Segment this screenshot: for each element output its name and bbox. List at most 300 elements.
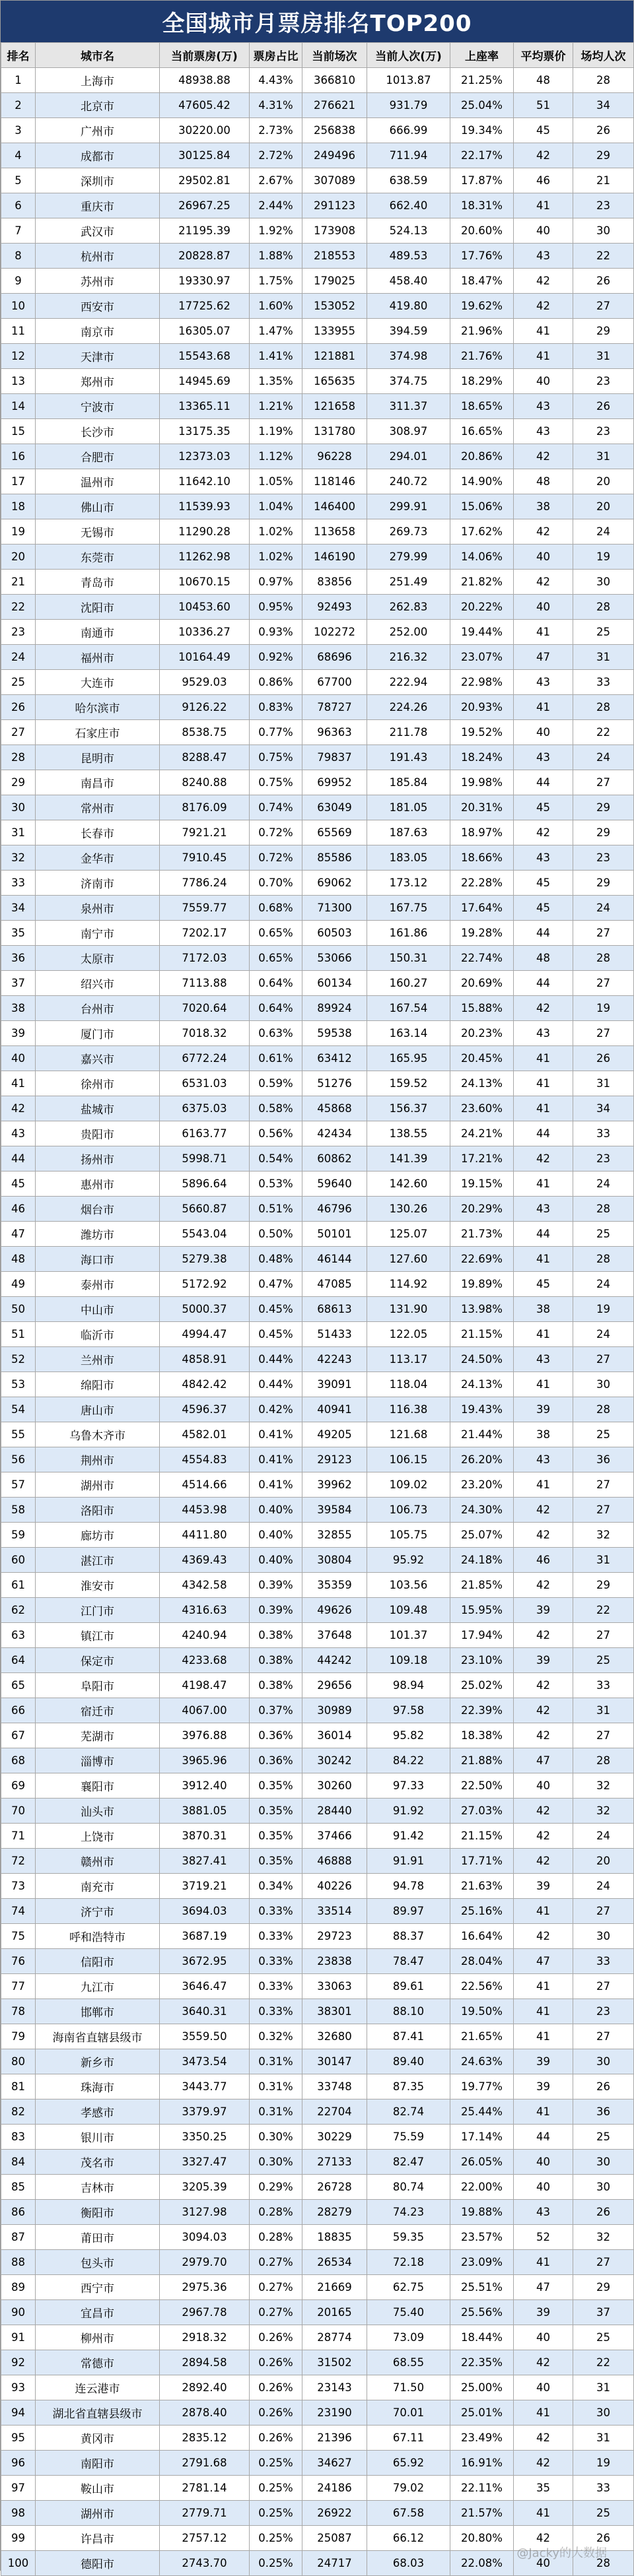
- box-office-cell: 2791.68: [160, 2451, 250, 2476]
- table-row: [1, 745, 634, 770]
- avg-attendance-cell: 32: [573, 1773, 634, 1799]
- city-cell: 大连市: [36, 670, 160, 695]
- occupancy-cell: 23.07%: [450, 645, 514, 670]
- avg-price-cell: 42: [514, 1849, 573, 1874]
- city-cell: 南通市: [36, 620, 160, 645]
- admissions-cell: 89.97: [367, 1899, 450, 1924]
- screenings-cell: 42243: [302, 1347, 367, 1372]
- city-cell: 呼和浩特市: [36, 1924, 160, 1949]
- table-row: [1, 1648, 634, 1673]
- city-cell: 兰州市: [36, 1347, 160, 1372]
- screenings-cell: 28279: [302, 2200, 367, 2225]
- admissions-cell: 94.78: [367, 1874, 450, 1899]
- share-cell: 0.51%: [250, 1197, 302, 1222]
- avg-price-cell: 42: [514, 820, 573, 845]
- table-row: [1, 1974, 634, 1999]
- share-cell: 2.67%: [250, 168, 302, 193]
- table-row: [1, 1773, 634, 1799]
- admissions-cell: 279.99: [367, 545, 450, 570]
- city-cell: 珠海市: [36, 2074, 160, 2099]
- avg-attendance-cell: 25: [573, 620, 634, 645]
- city-cell: 温州市: [36, 469, 160, 494]
- table-row: [1, 2400, 634, 2426]
- avg-price-cell: 39: [514, 1397, 573, 1422]
- occupancy-cell: 20.93%: [450, 695, 514, 720]
- table-row: [1, 2024, 634, 2049]
- table-row: [1, 218, 634, 244]
- city-cell: 廊坊市: [36, 1523, 160, 1548]
- box-office-cell: 5172.92: [160, 1272, 250, 1297]
- occupancy-cell: 19.15%: [450, 1172, 514, 1197]
- table-row: [1, 1272, 634, 1297]
- avg-attendance-cell: 31: [573, 444, 634, 469]
- box-office-cell: 6531.03: [160, 1071, 250, 1096]
- occupancy-cell: 25.01%: [450, 2400, 514, 2426]
- avg-price-cell: 41: [514, 1974, 573, 1999]
- share-cell: 0.44%: [250, 1372, 302, 1397]
- box-office-cell: 3350.25: [160, 2125, 250, 2150]
- share-cell: 0.30%: [250, 2150, 302, 2175]
- avg-attendance-cell: 29: [573, 319, 634, 344]
- admissions-cell: 95.92: [367, 1548, 450, 1573]
- share-cell: 0.39%: [250, 1573, 302, 1598]
- occupancy-cell: 19.43%: [450, 1397, 514, 1422]
- avg-attendance-cell: 23: [573, 369, 634, 394]
- avg-attendance-cell: 19: [573, 996, 634, 1021]
- rank-cell: 5: [1, 168, 36, 193]
- avg-price-cell: 40: [514, 218, 573, 244]
- rank-cell: 4: [1, 143, 36, 168]
- admissions-cell: 109.48: [367, 1598, 450, 1623]
- avg-attendance-cell: 22: [573, 720, 634, 745]
- header-box-office: 当前票房(万): [160, 43, 250, 68]
- admissions-cell: 216.32: [367, 645, 450, 670]
- screenings-cell: 33063: [302, 1974, 367, 1999]
- table-row: [1, 2150, 634, 2175]
- avg-price-cell: 44: [514, 2125, 573, 2150]
- rank-cell: 19: [1, 519, 36, 545]
- box-office-cell: 9126.22: [160, 695, 250, 720]
- box-office-cell: 19330.97: [160, 269, 250, 294]
- admissions-cell: 122.05: [367, 1322, 450, 1347]
- share-cell: 4.43%: [250, 68, 302, 93]
- avg-attendance-cell: 30: [573, 1924, 634, 1949]
- table-row: [1, 1146, 634, 1172]
- city-cell: 保定市: [36, 1648, 160, 1673]
- avg-attendance-cell: 23: [573, 419, 634, 444]
- admissions-cell: 211.78: [367, 720, 450, 745]
- avg-price-cell: 42: [514, 1573, 573, 1598]
- share-cell: 1.35%: [250, 369, 302, 394]
- table-row: [1, 1899, 634, 1924]
- screenings-cell: 21669: [302, 2275, 367, 2300]
- occupancy-cell: 20.29%: [450, 1197, 514, 1222]
- avg-attendance-cell: 24: [573, 519, 634, 545]
- admissions-cell: 75.59: [367, 2125, 450, 2150]
- avg-price-cell: 42: [514, 2350, 573, 2375]
- city-cell: 茂名市: [36, 2150, 160, 2175]
- screenings-cell: 23143: [302, 2375, 367, 2400]
- avg-attendance-cell: 33: [573, 1121, 634, 1146]
- rank-cell: 1: [1, 68, 36, 93]
- avg-price-cell: 41: [514, 1247, 573, 1272]
- avg-price-cell: 45: [514, 1272, 573, 1297]
- avg-attendance-cell: 33: [573, 670, 634, 695]
- city-cell: 南宁市: [36, 921, 160, 946]
- rank-cell: 49: [1, 1272, 36, 1297]
- table-row: [1, 770, 634, 795]
- occupancy-cell: 13.98%: [450, 1297, 514, 1322]
- share-cell: 0.35%: [250, 1849, 302, 1874]
- share-cell: 0.37%: [250, 1698, 302, 1723]
- city-cell: 台州市: [36, 996, 160, 1021]
- admissions-cell: 224.26: [367, 695, 450, 720]
- admissions-cell: 95.82: [367, 1723, 450, 1748]
- screenings-cell: 60862: [302, 1146, 367, 1172]
- occupancy-cell: 21.63%: [450, 1874, 514, 1899]
- header-avg-price: 平均票价: [514, 43, 573, 68]
- share-cell: 0.34%: [250, 1874, 302, 1899]
- share-cell: 0.45%: [250, 1322, 302, 1347]
- admissions-cell: 394.59: [367, 319, 450, 344]
- rank-cell: 70: [1, 1799, 36, 1824]
- avg-price-cell: 47: [514, 2275, 573, 2300]
- avg-price-cell: 42: [514, 294, 573, 319]
- screenings-cell: 30804: [302, 1548, 367, 1573]
- table-row: [1, 720, 634, 745]
- screenings-cell: 26728: [302, 2175, 367, 2200]
- share-cell: 0.35%: [250, 1773, 302, 1799]
- avg-price-cell: 45: [514, 118, 573, 143]
- avg-attendance-cell: 33: [573, 1673, 634, 1698]
- share-cell: 0.77%: [250, 720, 302, 745]
- occupancy-cell: 19.44%: [450, 620, 514, 645]
- table-row: [1, 444, 634, 469]
- admissions-cell: 299.91: [367, 494, 450, 519]
- screenings-cell: 28440: [302, 1799, 367, 1824]
- table-row: [1, 2200, 634, 2225]
- share-cell: 1.02%: [250, 519, 302, 545]
- rank-cell: 36: [1, 946, 36, 971]
- rank-cell: 60: [1, 1548, 36, 1573]
- screenings-cell: 32855: [302, 1523, 367, 1548]
- city-cell: 包头市: [36, 2250, 160, 2275]
- avg-price-cell: 42: [514, 1799, 573, 1824]
- table-row: [1, 1447, 634, 1472]
- screenings-cell: 29723: [302, 1924, 367, 1949]
- box-office-cell: 7921.21: [160, 820, 250, 845]
- occupancy-cell: 18.65%: [450, 394, 514, 419]
- avg-attendance-cell: 32: [573, 1799, 634, 1824]
- city-cell: 南昌市: [36, 770, 160, 795]
- admissions-cell: 142.60: [367, 1172, 450, 1197]
- header-city: 城市名: [36, 43, 160, 68]
- rank-cell: 100: [1, 2551, 36, 2576]
- occupancy-cell: 26.20%: [450, 1447, 514, 1472]
- occupancy-cell: 24.13%: [450, 1372, 514, 1397]
- occupancy-cell: 22.98%: [450, 670, 514, 695]
- share-cell: 0.42%: [250, 1397, 302, 1422]
- share-cell: 0.63%: [250, 1021, 302, 1046]
- rank-cell: 12: [1, 344, 36, 369]
- table-row: [1, 1297, 634, 1322]
- city-cell: 烟台市: [36, 1197, 160, 1222]
- table-row: [1, 2049, 634, 2074]
- avg-price-cell: 44: [514, 1222, 573, 1247]
- avg-price-cell: 38: [514, 494, 573, 519]
- table-row: [1, 2300, 634, 2325]
- table-row: [1, 1723, 634, 1748]
- box-office-cell: 2967.78: [160, 2300, 250, 2325]
- avg-price-cell: 39: [514, 2049, 573, 2074]
- city-cell: 昆明市: [36, 745, 160, 770]
- city-cell: 湖州市: [36, 2501, 160, 2526]
- avg-price-cell: 46: [514, 1548, 573, 1573]
- admissions-cell: 662.40: [367, 193, 450, 218]
- share-cell: 4.31%: [250, 93, 302, 118]
- screenings-cell: 37648: [302, 1623, 367, 1648]
- city-cell: 信阳市: [36, 1949, 160, 1974]
- city-cell: 连云港市: [36, 2375, 160, 2400]
- avg-attendance-cell: 28: [573, 68, 634, 93]
- avg-price-cell: 40: [514, 545, 573, 570]
- city-cell: 石家庄市: [36, 720, 160, 745]
- table-header: [1, 43, 634, 68]
- rank-cell: 8: [1, 244, 36, 269]
- avg-attendance-cell: 29: [573, 2275, 634, 2300]
- screenings-cell: 25087: [302, 2526, 367, 2551]
- city-cell: 汕头市: [36, 1799, 160, 1824]
- rank-cell: 48: [1, 1247, 36, 1272]
- header-occupancy: 上座率: [450, 43, 514, 68]
- occupancy-cell: 23.10%: [450, 1648, 514, 1673]
- admissions-cell: 82.47: [367, 2150, 450, 2175]
- table-row: [1, 394, 634, 419]
- admissions-cell: 98.94: [367, 1673, 450, 1698]
- screenings-cell: 39962: [302, 1472, 367, 1498]
- occupancy-cell: 22.28%: [450, 871, 514, 896]
- share-cell: 0.68%: [250, 896, 302, 921]
- occupancy-cell: 19.34%: [450, 118, 514, 143]
- admissions-cell: 109.18: [367, 1648, 450, 1673]
- screenings-cell: 46888: [302, 1849, 367, 1874]
- table-row: [1, 996, 634, 1021]
- rank-cell: 45: [1, 1172, 36, 1197]
- rank-cell: 20: [1, 545, 36, 570]
- box-office-cell: 4411.80: [160, 1523, 250, 1548]
- share-cell: 1.02%: [250, 545, 302, 570]
- avg-attendance-cell: 26: [573, 2526, 634, 2551]
- avg-attendance-cell: 23: [573, 1999, 634, 2024]
- table-row: [1, 620, 634, 645]
- rank-cell: 28: [1, 745, 36, 770]
- share-cell: 2.44%: [250, 193, 302, 218]
- avg-price-cell: 43: [514, 670, 573, 695]
- rank-cell: 97: [1, 2476, 36, 2501]
- admissions-cell: 87.41: [367, 2024, 450, 2049]
- box-office-cell: 2779.71: [160, 2501, 250, 2526]
- avg-price-cell: 43: [514, 1347, 573, 1372]
- table-row: [1, 795, 634, 820]
- avg-attendance-cell: 24: [573, 1874, 634, 1899]
- share-cell: 1.12%: [250, 444, 302, 469]
- city-cell: 德阳市: [36, 2551, 160, 2576]
- city-cell: 新乡市: [36, 2049, 160, 2074]
- avg-attendance-cell: 28: [573, 2551, 634, 2576]
- admissions-cell: 79.02: [367, 2476, 450, 2501]
- occupancy-cell: 22.11%: [450, 2476, 514, 2501]
- share-cell: 0.70%: [250, 871, 302, 896]
- screenings-cell: 59538: [302, 1021, 367, 1046]
- admissions-cell: 931.79: [367, 93, 450, 118]
- share-cell: 0.40%: [250, 1523, 302, 1548]
- avg-attendance-cell: 28: [573, 695, 634, 720]
- screenings-cell: 23838: [302, 1949, 367, 1974]
- avg-price-cell: 42: [514, 1824, 573, 1849]
- admissions-cell: 127.60: [367, 1247, 450, 1272]
- city-cell: 西安市: [36, 294, 160, 319]
- occupancy-cell: 24.21%: [450, 1121, 514, 1146]
- avg-attendance-cell: 22: [573, 244, 634, 269]
- avg-attendance-cell: 26: [573, 2074, 634, 2099]
- city-cell: 洛阳市: [36, 1498, 160, 1523]
- occupancy-cell: 28.04%: [450, 1949, 514, 1974]
- table-row: [1, 545, 634, 570]
- city-cell: 南京市: [36, 319, 160, 344]
- box-office-cell: 30220.00: [160, 118, 250, 143]
- table-row: [1, 946, 634, 971]
- avg-price-cell: 41: [514, 1172, 573, 1197]
- occupancy-cell: 25.16%: [450, 1899, 514, 1924]
- avg-attendance-cell: 23: [573, 845, 634, 871]
- share-cell: 0.25%: [250, 2501, 302, 2526]
- occupancy-cell: 22.74%: [450, 946, 514, 971]
- screenings-cell: 63049: [302, 795, 367, 820]
- rank-cell: 40: [1, 1046, 36, 1071]
- city-cell: 佛山市: [36, 494, 160, 519]
- city-cell: 惠州市: [36, 1172, 160, 1197]
- box-office-cell: 21195.39: [160, 218, 250, 244]
- rank-cell: 33: [1, 871, 36, 896]
- occupancy-cell: 15.88%: [450, 996, 514, 1021]
- occupancy-cell: 18.97%: [450, 820, 514, 845]
- screenings-cell: 131780: [302, 419, 367, 444]
- screenings-cell: 78727: [302, 695, 367, 720]
- avg-price-cell: 44: [514, 770, 573, 795]
- table-row: [1, 1799, 634, 1824]
- box-office-cell: 10670.15: [160, 570, 250, 595]
- admissions-cell: 183.05: [367, 845, 450, 871]
- watermark: @Jacky的大数据: [516, 2546, 607, 2560]
- occupancy-cell: 23.57%: [450, 2225, 514, 2250]
- avg-attendance-cell: 27: [573, 294, 634, 319]
- rank-cell: 13: [1, 369, 36, 394]
- screenings-cell: 249496: [302, 143, 367, 168]
- rank-cell: 37: [1, 971, 36, 996]
- admissions-cell: 88.37: [367, 1924, 450, 1949]
- avg-price-cell: 41: [514, 620, 573, 645]
- screenings-cell: 26922: [302, 2501, 367, 2526]
- screenings-cell: 67700: [302, 670, 367, 695]
- avg-attendance-cell: 22: [573, 1598, 634, 1623]
- rank-cell: 72: [1, 1849, 36, 1874]
- table-row: [1, 519, 634, 545]
- occupancy-cell: 23.60%: [450, 1096, 514, 1121]
- avg-price-cell: 42: [514, 996, 573, 1021]
- admissions-cell: 191.43: [367, 745, 450, 770]
- avg-price-cell: 43: [514, 745, 573, 770]
- share-cell: 0.29%: [250, 2175, 302, 2200]
- table-row: [1, 494, 634, 519]
- share-cell: 0.39%: [250, 1598, 302, 1623]
- rank-cell: 21: [1, 570, 36, 595]
- screenings-cell: 45868: [302, 1096, 367, 1121]
- avg-attendance-cell: 26: [573, 394, 634, 419]
- table-row: [1, 1623, 634, 1648]
- box-office-cell: 4342.58: [160, 1573, 250, 1598]
- box-office-cell: 4369.43: [160, 1548, 250, 1573]
- occupancy-cell: 20.23%: [450, 1021, 514, 1046]
- share-cell: 0.25%: [250, 2476, 302, 2501]
- avg-attendance-cell: 26: [573, 2200, 634, 2225]
- city-cell: 黄冈市: [36, 2426, 160, 2451]
- avg-price-cell: 44: [514, 921, 573, 946]
- occupancy-cell: 25.00%: [450, 2375, 514, 2400]
- avg-price-cell: 43: [514, 1021, 573, 1046]
- avg-price-cell: 44: [514, 971, 573, 996]
- occupancy-cell: 21.57%: [450, 2501, 514, 2526]
- screenings-cell: 113658: [302, 519, 367, 545]
- table-row: [1, 2175, 634, 2200]
- avg-attendance-cell: 27: [573, 1623, 634, 1648]
- screenings-cell: 96363: [302, 720, 367, 745]
- table-row: [1, 845, 634, 871]
- avg-price-cell: 41: [514, 2501, 573, 2526]
- rank-cell: 69: [1, 1773, 36, 1799]
- box-office-cell: 2894.58: [160, 2350, 250, 2375]
- admissions-cell: 72.18: [367, 2250, 450, 2275]
- screenings-cell: 47085: [302, 1272, 367, 1297]
- rank-cell: 35: [1, 921, 36, 946]
- table-row: [1, 1046, 634, 1071]
- screenings-cell: 218553: [302, 244, 367, 269]
- table-row: [1, 1548, 634, 1573]
- avg-price-cell: 41: [514, 1322, 573, 1347]
- rank-cell: 25: [1, 670, 36, 695]
- avg-price-cell: 42: [514, 143, 573, 168]
- avg-attendance-cell: 30: [573, 2400, 634, 2426]
- admissions-cell: 118.04: [367, 1372, 450, 1397]
- screenings-cell: 33748: [302, 2074, 367, 2099]
- screenings-cell: 38301: [302, 1999, 367, 2024]
- avg-price-cell: 40: [514, 2375, 573, 2400]
- occupancy-cell: 17.71%: [450, 1849, 514, 1874]
- admissions-cell: 419.80: [367, 294, 450, 319]
- avg-price-cell: 48: [514, 946, 573, 971]
- screenings-cell: 46796: [302, 1197, 367, 1222]
- city-cell: 郑州市: [36, 369, 160, 394]
- box-office-cell: 4994.47: [160, 1322, 250, 1347]
- share-cell: 1.19%: [250, 419, 302, 444]
- share-cell: 0.33%: [250, 1924, 302, 1949]
- occupancy-cell: 18.29%: [450, 369, 514, 394]
- screenings-cell: 35359: [302, 1573, 367, 1598]
- city-cell: 鞍山市: [36, 2476, 160, 2501]
- occupancy-cell: 15.95%: [450, 1598, 514, 1623]
- share-cell: 1.41%: [250, 344, 302, 369]
- admissions-cell: 66.12: [367, 2526, 450, 2551]
- table-row: [1, 1698, 634, 1723]
